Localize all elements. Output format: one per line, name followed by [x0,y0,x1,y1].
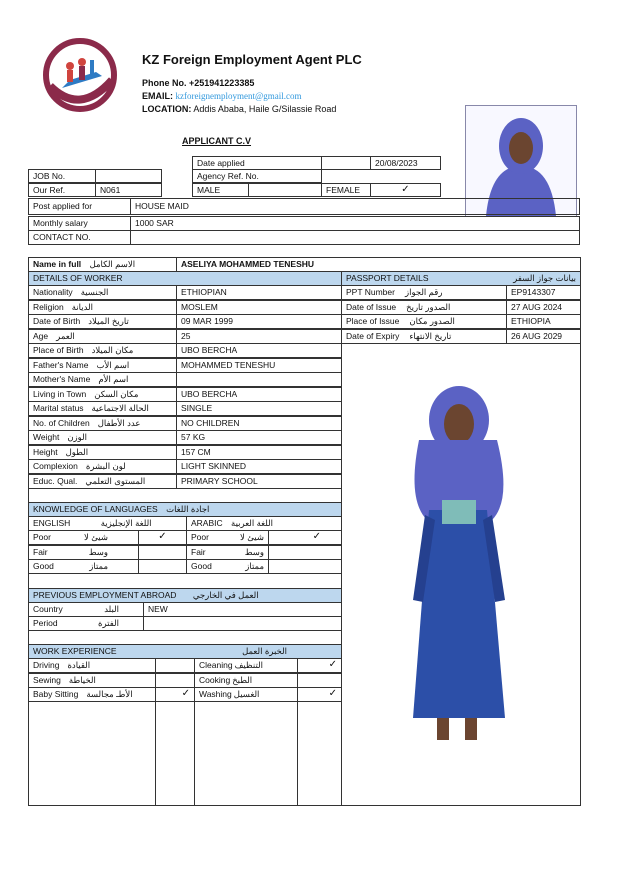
post-applied-label: Post applied for [28,198,131,215]
detail-value: 09 MAR 1999 [176,314,342,329]
detail-value: ETHIOPIAN [176,285,342,300]
period-value [143,616,342,631]
details-header: DETAILS OF WORKER [28,271,342,286]
date-applied-label: Date applied [192,156,322,170]
experience-right-check: ✓ [297,687,342,702]
arabic-level-check [268,545,342,560]
experience-left-check: ✓ [155,687,195,702]
passport-value: EP9143307 [506,285,581,300]
salary-value: 1000 SAR [130,216,580,231]
exp-col-line-1 [155,700,156,806]
female-check: ✓ [370,183,441,197]
exp-col-line-3 [297,700,298,806]
english-label: ENGLISH اللغة الإنجليزية [28,516,187,531]
detail-label: Living in Town مكان السكن [28,387,177,402]
languages-header: KNOWLEDGE OF LANGUAGES اجادة اللغات [28,502,342,517]
detail-value: UBO BERCHA [176,343,342,358]
arabic-level-check: ✓ [268,530,342,545]
detail-label: Nationality الجنسية [28,285,177,300]
english-level-check: ✓ [138,530,187,545]
experience-left-check [155,673,195,688]
detail-label: Age العمر [28,329,177,344]
period-label: Period الفترة [28,616,144,631]
detail-value: MOSLEM [176,300,342,315]
detail-value: PRIMARY SCHOOL [176,474,342,489]
male-check [248,183,322,197]
company-name: KZ Foreign Employment Agent PLC [142,52,362,67]
job-no-label: JOB No. [28,169,96,183]
exp-col-line-4 [341,271,342,806]
arabic-level-check [268,559,342,574]
detail-value: SINGLE [176,401,342,416]
company-phone: Phone No. +251941223385 [142,78,255,88]
our-ref-label: Our Ref. [28,183,96,197]
experience-skill-left: Baby Sitting الأطـ مجالسة [28,687,156,702]
contact-value [130,230,580,245]
full-body-photo [347,380,575,745]
detail-value: NO CHILDREN [176,416,342,431]
contact-label: CONTACT NO. [28,230,131,245]
passport-value: ETHIOPIA [506,314,581,329]
passport-label: Date of Issue الصدور تاريخ [341,300,507,315]
experience-right-check [297,673,342,688]
company-location: LOCATION: Addis Ababa, Haile G/Silassie Road [142,104,337,114]
english-level: Fair وسط [28,545,139,560]
agency-ref-label: Agency Ref. No. [192,169,322,183]
date-applied-spacer [321,156,371,170]
passport-header: PASSPORT DETAILS بيانات جواز السفر [341,271,581,286]
detail-label: Complexion لون البشرة [28,459,177,474]
country-label: Country البلد [28,602,144,617]
abroad-header: PREVIOUS EMPLOYMENT ABROAD العمل في الخارجي [28,588,342,603]
salary-label: Monthly salary [28,216,131,231]
english-level: Poor شيئ لا [28,530,139,545]
country-value: NEW [143,602,342,617]
company-logo [40,36,120,114]
experience-header: WORK EXPERIENCE الخبرة العمل [28,644,342,659]
company-email: EMAIL: kzforeignemployment@gmail.com [142,91,302,101]
name-label: Name in full الاسم الكامل [28,257,177,272]
detail-label: Weight الوزن [28,430,177,445]
detail-value: 57 KG [176,430,342,445]
experience-skill-left: Driving القيادة [28,658,156,673]
experience-left-check [155,658,195,673]
detail-value: UBO BERCHA [176,387,342,402]
cv-title: APPLICANT C.V [182,136,252,146]
detail-label: Mother's Name اسم الأم [28,372,177,387]
english-level: Good ممتاز [28,559,139,574]
arabic-level: Poor شيئ لا [186,530,269,545]
detail-label: Father's Name اسم الأب [28,358,177,373]
experience-right-check: ✓ [297,658,342,673]
passport-value: 27 AUG 2024 [506,300,581,315]
job-no-value [95,169,162,183]
name-value: ASELIYA MOHAMMED TENESHU [176,257,581,272]
experience-skill-right: Cleaning التنظيف [194,658,298,673]
arabic-level: Fair وسط [186,545,269,560]
passport-label: Date of Expiry تاريخ الانتهاء [341,329,507,344]
detail-value: LIGHT SKINNED [176,459,342,474]
detail-value [176,372,342,387]
experience-skill-left: Sewing الخياطة [28,673,156,688]
passport-label: Place of Issue الصدور مكان [341,314,507,329]
passport-value: 26 AUG 2029 [506,329,581,344]
detail-label: Marital status الحالة الاجتماعية [28,401,177,416]
detail-value: MOHAMMED TENESHU [176,358,342,373]
detail-label: Date of Birth تاريخ الميلاد [28,314,177,329]
arabic-label: ARABIC اللغة العربية [186,516,342,531]
male-label: MALE [192,183,249,197]
experience-skill-right: Cooking الطبخ [194,673,298,688]
english-level-check [138,559,187,574]
date-applied-value: 20/08/2023 [370,156,441,170]
arabic-level: Good ممتاز [186,559,269,574]
detail-label: No. of Children عدد الأطفال [28,416,177,431]
passport-label: PPT Number رقم الجواز [341,285,507,300]
detail-value: 157 CM [176,445,342,460]
english-level-check [138,545,187,560]
exp-col-line-2 [194,700,195,806]
detail-value: 25 [176,329,342,344]
detail-label: Religion الديانة [28,300,177,315]
female-label: FEMALE [321,183,371,197]
detail-label: Height الطول [28,445,177,460]
our-ref-value: N061 [95,183,162,197]
experience-skill-right: Washing الغسيل [194,687,298,702]
detail-label: Place of Birth مكان الميلاد [28,343,177,358]
detail-label: Educ. Qual. المستوى التعلمي [28,474,177,489]
post-applied-value: HOUSE MAID [130,198,580,215]
